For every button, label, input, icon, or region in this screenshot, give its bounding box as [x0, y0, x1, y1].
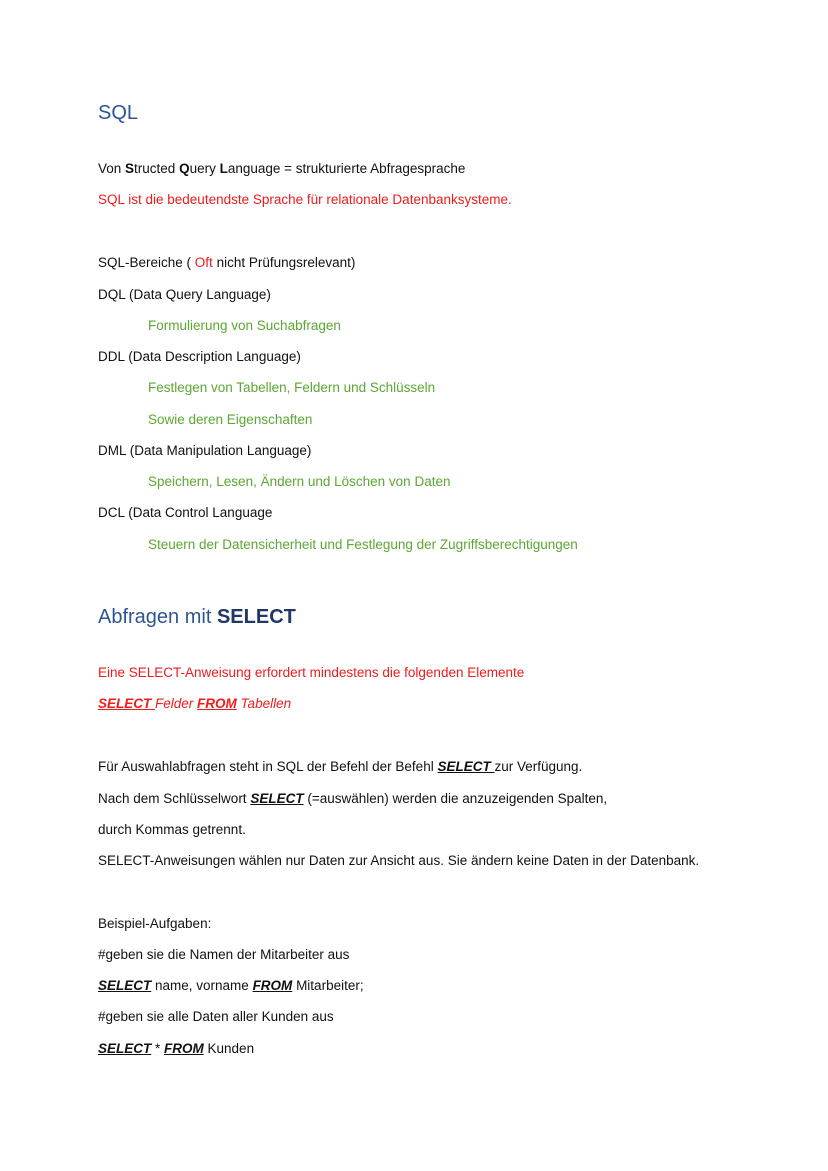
intro-red-text: SQL ist die bedeutendste Sprache für relationale Datenbanksysteme.	[98, 192, 512, 207]
dcl-description: Steuern der Datensicherheit und Festlegung der Zugriffsberechtigungen	[148, 537, 578, 552]
dql-label: DQL (Data Query Language)	[98, 287, 271, 302]
dql-description: Formulierung von Suchabfragen	[148, 318, 341, 333]
paragraph-4: SELECT-Anweisungen wählen nur Daten zur Ansicht aus. Sie ändern keine Daten in der Datenbank.	[98, 853, 700, 868]
example-1-query: SELECT name, vorname FROM Mitarbeiter;	[98, 978, 364, 993]
dml-label: DML (Data Manipulation Language)	[98, 443, 312, 458]
ddl-description-1: Festlegen von Tabellen, Feldern und Schlüsseln	[148, 380, 436, 395]
select-requirement: Eine SELECT-Anweisung erfordert mindestens die folgenden Elemente	[98, 665, 525, 680]
heading-sql: SQL	[98, 102, 139, 124]
heading-abfragen: Abfragen mit SELECT	[98, 606, 296, 628]
examples-heading: Beispiel-Aufgaben:	[98, 916, 212, 931]
ddl-description-2: Sowie deren Eigenschaften	[148, 412, 313, 427]
dcl-label: DCL (Data Control Language	[98, 505, 273, 520]
sql-areas-heading: SQL-Bereiche ( Oft nicht Prüfungsrelevant)	[98, 255, 356, 270]
dml-description: Speichern, Lesen, Ändern und Löschen von Daten	[148, 474, 451, 489]
example-1-comment: #geben sie die Namen der Mitarbeiter aus	[98, 947, 350, 962]
example-2-query: SELECT * FROM Kunden	[98, 1041, 255, 1056]
example-2-comment: #geben sie alle Daten aller Kunden aus	[98, 1009, 334, 1024]
definition-line: Von Structed Query Language = strukturierte Abfragesprache	[98, 161, 466, 176]
select-syntax: SELECT Felder FROM Tabellen	[98, 696, 292, 711]
paragraph-3: durch Kommas getrennt.	[98, 822, 246, 837]
ddl-label: DDL (Data Description Language)	[98, 349, 301, 364]
paragraph-2: Nach dem Schlüsselwort SELECT (=auswählen) werden die anzuzeigenden Spalten,	[98, 791, 608, 806]
paragraph-1: Für Auswahlabfragen steht in SQL der Befehl der Befehl SELECT zur Verfügung.	[98, 759, 583, 774]
